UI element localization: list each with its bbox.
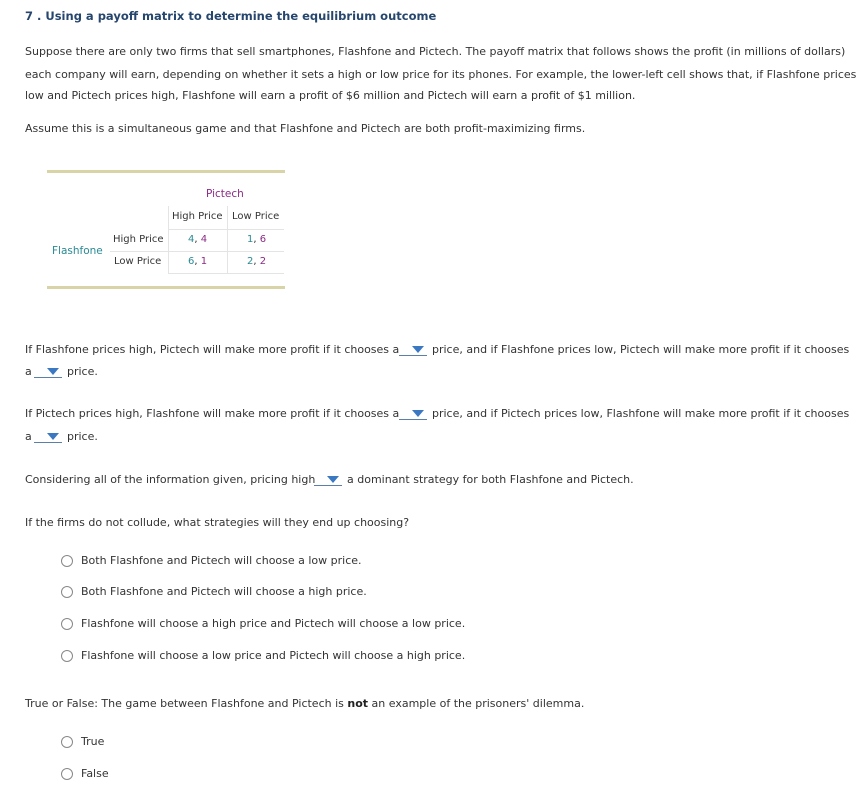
- fill3-dropdown[interactable]: [314, 473, 342, 486]
- truefalse-question: True or False: The game between Flashfone and Pictech is not an example of the prisoners' dilemma.: [25, 697, 585, 710]
- intro-line-2: each company will earn, depending on whether it sets a high or low price for its phones. For example, the lower-left cell shows that, if Flashfone prices: [25, 68, 857, 81]
- truefalse-option-false[interactable]: False: [61, 767, 109, 780]
- fill2-dropdown-1[interactable]: [399, 407, 427, 420]
- cell-low-low: 2, 2: [247, 256, 267, 267]
- row-header-high: High Price: [113, 234, 164, 245]
- row-player-label: Flashfone: [52, 245, 103, 257]
- fill3-text-b: a dominant strategy for both Flashfone and Pictech.: [347, 473, 634, 486]
- radio-button[interactable]: [61, 586, 73, 598]
- matrix-grid-line: [168, 273, 284, 274]
- cell-low-high: 6, 1: [188, 256, 208, 267]
- cell-high-low: 1, 6: [247, 234, 267, 245]
- fill2-text-d: price.: [67, 430, 98, 443]
- column-player-label: Pictech: [206, 188, 244, 200]
- fill3-text-a: Considering all of the information given, pricing high: [25, 473, 316, 486]
- fill1-dropdown-2[interactable]: [34, 365, 62, 378]
- col-header-high: High Price: [172, 211, 223, 222]
- fill1-dropdown-1[interactable]: [399, 343, 427, 356]
- chevron-down-icon: [412, 346, 424, 353]
- fill1-text-a: If Flashfone prices high, Pictech will make more profit if it chooses a: [25, 343, 400, 356]
- chevron-down-icon: [47, 433, 59, 440]
- radio-button[interactable]: [61, 650, 73, 662]
- matrix-grid-line: [110, 251, 284, 252]
- fill2-text-a: If Pictech prices high, Flashfone will make more profit if it chooses a: [25, 407, 400, 420]
- question-title: 7 . Using a payoff matrix to determine the equilibrium outcome: [25, 9, 437, 23]
- chevron-down-icon: [327, 476, 339, 483]
- row-header-low: Low Price: [114, 256, 162, 267]
- matrix-top-rule: [47, 170, 285, 173]
- matrix-bottom-rule: [47, 286, 285, 289]
- truefalse-option-true[interactable]: True: [61, 735, 104, 748]
- assumption-text: Assume this is a simultaneous game and that Flashfone and Pictech are both profit-maximizing firms.: [25, 122, 586, 135]
- intro-line-1: Suppose there are only two firms that sell smartphones, Flashfone and Pictech. The payoff matrix that follows shows the profit (in millions of dollars): [25, 45, 846, 58]
- collude-question: If the firms do not collude, what strategies will they end up choosing?: [25, 516, 410, 529]
- chevron-down-icon: [47, 368, 59, 375]
- collude-option-3[interactable]: Flashfone will choose a high price and Pictech will choose a low price.: [61, 617, 465, 630]
- col-header-low: Low Price: [232, 211, 280, 222]
- intro-line-3: low and Pictech prices high, Flashfone will earn a profit of $6 million and Pictech will earn a profit of $1 million.: [25, 89, 636, 102]
- matrix-grid-line: [227, 206, 228, 273]
- fill2-text-b: price, and if Pictech prices low, Flashfone will make more profit if it chooses: [432, 407, 850, 420]
- radio-button[interactable]: [61, 736, 73, 748]
- matrix-grid-line: [168, 229, 284, 230]
- radio-button[interactable]: [61, 555, 73, 567]
- collude-option-4[interactable]: Flashfone will choose a low price and Pictech will choose a high price.: [61, 649, 465, 662]
- cell-high-high: 4, 4: [188, 234, 208, 245]
- fill2-text-c: a: [25, 430, 32, 443]
- fill1-text-d: price.: [67, 365, 98, 378]
- collude-option-1[interactable]: Both Flashfone and Pictech will choose a low price.: [61, 554, 362, 567]
- matrix-grid-line: [168, 206, 169, 273]
- chevron-down-icon: [412, 410, 424, 417]
- radio-button[interactable]: [61, 618, 73, 630]
- collude-option-2[interactable]: Both Flashfone and Pictech will choose a high price.: [61, 585, 367, 598]
- fill1-text-b: price, and if Flashfone prices low, Pictech will make more profit if it chooses: [432, 343, 850, 356]
- fill1-text-c: a: [25, 365, 32, 378]
- radio-button[interactable]: [61, 768, 73, 780]
- fill2-dropdown-2[interactable]: [34, 430, 62, 443]
